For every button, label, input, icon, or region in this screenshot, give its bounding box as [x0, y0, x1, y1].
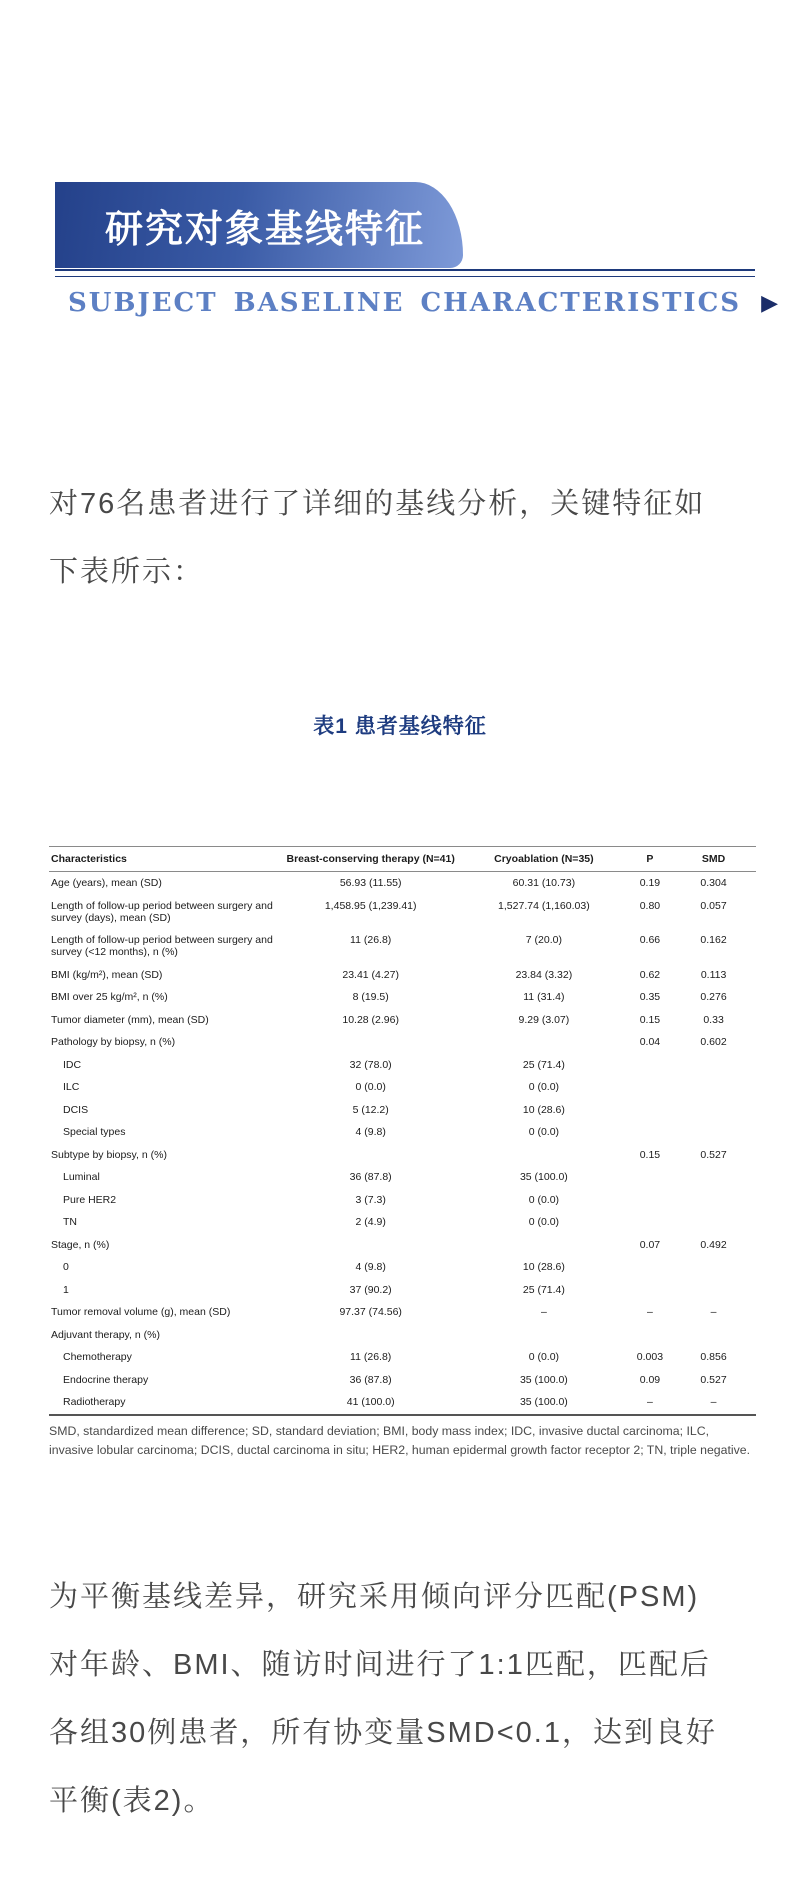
bct-value-cell: 11 (26.8) — [350, 1351, 392, 1363]
smd-value-cell: 0.162 — [700, 934, 727, 946]
baseline-table-body — [49, 872, 756, 1415]
row-label-cell: Tumor diameter (mm), mean (SD) — [51, 1013, 209, 1026]
table-row — [49, 1234, 756, 1257]
bct-value-cell: 36 (87.8) — [349, 1373, 392, 1386]
row-label-cell: Length of follow-up period between surgery and survey (<12 months), n (%) — [51, 934, 273, 958]
table-row — [49, 1211, 756, 1234]
table-row — [49, 986, 756, 1009]
p-value-cell: 0.15 — [639, 1013, 661, 1026]
p-value-cell: 0.09 — [639, 1373, 661, 1386]
cryoablation-value-cell — [459, 1324, 629, 1347]
paragraph-line: 对76名患者进行了详细的基线分析，关键特征如 — [49, 488, 706, 520]
table-row — [49, 1189, 756, 1212]
column-header-p: P — [629, 847, 671, 872]
column-header-characteristics: Characteristics — [49, 847, 282, 872]
bct-value-cell: 4 (9.8) — [355, 1261, 386, 1273]
bct-value-cell: 4 (9.8) — [355, 1126, 386, 1138]
smd-value-cell: 0.276 — [700, 991, 727, 1003]
bct-value-cell: 8 (19.5) — [352, 991, 389, 1003]
smd-value-cell: 0.602 — [700, 1036, 727, 1048]
smd-value-cell — [671, 1166, 756, 1189]
table-row — [49, 1301, 756, 1324]
intro-paragraph — [49, 470, 764, 606]
cryoablation-value-cell: 0 (0.0) — [528, 1351, 560, 1363]
column-header-cryoablation: Cryoablation (N=35) — [459, 847, 629, 872]
smd-value-cell: – — [710, 1306, 717, 1318]
p-value-cell: – — [647, 1396, 653, 1408]
cryoablation-value-cell: 35 (100.0) — [519, 1171, 568, 1183]
bct-value-cell: 56.93 (11.55) — [339, 877, 402, 889]
table-row — [49, 1256, 756, 1279]
p-value-cell: 0.35 — [639, 991, 661, 1003]
row-label-cell: Length of follow-up period between surgery and survey (days), mean (SD) — [51, 899, 273, 924]
table-header-row — [49, 847, 756, 872]
smd-value-cell — [671, 1076, 756, 1099]
cryoablation-value-cell: 10 (28.6) — [522, 1103, 565, 1116]
row-label-cell: BMI over 25 kg/m², n (%) — [51, 991, 168, 1003]
bct-value-cell: 0 (0.0) — [355, 1081, 386, 1093]
cryoablation-value-cell: 35 (100.0) — [519, 1396, 568, 1408]
bct-value-cell — [282, 1324, 459, 1347]
section-subtitle-text: SUBJECT BASELINE CHARACTERISTICS — [68, 288, 742, 318]
p-value-cell: – — [647, 1306, 653, 1318]
cryoablation-value-cell: 23.84 (3.32) — [515, 968, 573, 981]
row-label-cell: TN — [63, 1216, 77, 1228]
cryoablation-value-cell: 0 (0.0) — [528, 1193, 560, 1206]
row-label-cell: ILC — [63, 1081, 80, 1093]
row-label-cell: Age (years), mean (SD) — [51, 877, 162, 889]
smd-value-cell — [671, 1099, 756, 1122]
bct-value-cell: 23.41 (4.27) — [342, 968, 399, 981]
cryoablation-value-cell: 0 (0.0) — [528, 1126, 560, 1138]
p-value-cell: 0.04 — [639, 1036, 661, 1048]
cryoablation-value-cell — [459, 1144, 629, 1167]
bct-value-cell: 11 (26.8) — [350, 934, 392, 946]
bct-value-cell — [282, 1234, 459, 1257]
p-value-cell — [629, 1076, 671, 1099]
smd-value-cell — [671, 1211, 756, 1234]
table-row — [49, 1099, 756, 1122]
bct-value-cell: 36 (87.8) — [349, 1171, 392, 1183]
row-label-cell: Pathology by biopsy, n (%) — [51, 1036, 176, 1048]
smd-value-cell — [671, 1121, 756, 1144]
section-title-cn: 研究对象基线特征 — [105, 205, 426, 251]
paragraph-line: 下表所示： — [49, 556, 205, 588]
paragraph-line: 为平衡基线差异，研究采用倾向评分匹配(PSM) — [49, 1581, 700, 1613]
baseline-table-container — [49, 846, 756, 1460]
row-label-cell: Endocrine therapy — [63, 1373, 149, 1386]
cryoablation-value-cell: – — [540, 1306, 547, 1318]
row-label-cell: Chemotherapy — [63, 1351, 132, 1363]
table-row — [49, 895, 756, 930]
paragraph-line: 各组30例患者，所有协变量SMD<0.1，达到良好 — [49, 1717, 717, 1749]
smd-value-cell: 0.492 — [700, 1238, 727, 1251]
table-row — [49, 1369, 756, 1392]
bct-value-cell: 32 (78.0) — [349, 1058, 392, 1071]
bct-value-cell — [282, 1144, 459, 1167]
p-value-cell — [629, 1189, 671, 1212]
table-caption: 表1 患者基线特征 — [313, 715, 487, 738]
cryoablation-value-cell — [459, 1234, 629, 1257]
table-row — [49, 872, 756, 895]
cryoablation-value-cell: 25 (71.4) — [522, 1058, 565, 1071]
smd-value-cell: 0.33 — [703, 1013, 724, 1026]
table-row — [49, 1054, 756, 1077]
table-row — [49, 964, 756, 987]
baseline-table — [49, 846, 756, 1416]
row-label-cell: 1 — [63, 1283, 69, 1296]
smd-value-cell: 0.856 — [700, 1351, 727, 1363]
bct-value-cell: 37 (90.2) — [349, 1283, 392, 1296]
column-header-bct: Breast-conserving therapy (N=41) — [282, 847, 459, 872]
table-row — [49, 1144, 756, 1167]
row-label-cell: Special types — [63, 1126, 126, 1138]
smd-value-cell: 0.527 — [700, 1148, 727, 1161]
p-value-cell — [629, 1054, 671, 1077]
cryoablation-value-cell: 35 (100.0) — [519, 1373, 568, 1386]
table-row — [49, 1166, 756, 1189]
p-value-cell: 0.80 — [639, 899, 661, 912]
row-label-cell: Radiotherapy — [63, 1396, 126, 1408]
p-value-cell — [629, 1256, 671, 1279]
paragraph-line: 对年龄、BMI、随访时间进行了1:1匹配，匹配后 — [49, 1649, 711, 1681]
closing-paragraph — [49, 1563, 764, 1835]
p-value-cell — [629, 1121, 671, 1144]
p-value-cell — [629, 1324, 671, 1347]
row-label-cell: Pure HER2 — [63, 1193, 117, 1206]
p-value-cell: 0.003 — [636, 1351, 664, 1363]
cryoablation-value-cell: 1,527.74 (1,160.03) — [498, 899, 590, 912]
bct-value-cell: 3 (7.3) — [355, 1193, 386, 1206]
cryoablation-value-cell — [459, 1031, 629, 1054]
smd-value-cell: 0.057 — [700, 899, 727, 912]
smd-value-cell: 0.304 — [700, 877, 727, 889]
cryoablation-value-cell: 0 (0.0) — [528, 1216, 560, 1228]
cryoablation-value-cell: 10 (28.6) — [522, 1261, 565, 1273]
smd-value-cell: 0.113 — [700, 968, 727, 981]
section-header-banner — [55, 182, 463, 268]
smd-value-cell: 0.527 — [700, 1373, 727, 1386]
p-value-cell: 0.19 — [639, 877, 661, 889]
bct-value-cell: 97.37 (74.56) — [339, 1306, 402, 1318]
divider-thick — [55, 269, 755, 271]
row-label-cell: Luminal — [63, 1171, 100, 1183]
table-row — [49, 1324, 756, 1347]
smd-value-cell — [671, 1324, 756, 1347]
table-row — [49, 1076, 756, 1099]
row-label-cell: Subtype by biopsy, n (%) — [51, 1148, 167, 1161]
p-value-cell: 0.15 — [639, 1148, 661, 1161]
p-value-cell: 0.07 — [639, 1238, 661, 1251]
table-row — [49, 1009, 756, 1032]
divider-thin — [55, 276, 755, 277]
cryoablation-value-cell: 0 (0.0) — [528, 1081, 560, 1093]
table-row — [49, 1121, 756, 1144]
p-value-cell: 0.62 — [639, 968, 661, 981]
smd-value-cell: – — [710, 1396, 717, 1408]
paragraph-line: 平衡(表2)。 — [49, 1785, 215, 1817]
cryoablation-value-cell: 9.29 (3.07) — [518, 1013, 570, 1026]
smd-value-cell — [671, 1256, 756, 1279]
row-label-cell: DCIS — [63, 1103, 89, 1116]
cryoablation-value-cell: 60.31 (10.73) — [512, 877, 576, 889]
bct-value-cell: 2 (4.9) — [355, 1216, 386, 1228]
cryoablation-value-cell: 7 (20.0) — [525, 934, 562, 946]
cryoablation-value-cell: 25 (71.4) — [522, 1283, 565, 1296]
table-row — [49, 1346, 756, 1369]
table-row — [49, 1391, 756, 1415]
p-value-cell — [629, 1166, 671, 1189]
table-row — [49, 1279, 756, 1302]
p-value-cell: 0.66 — [639, 934, 661, 946]
table-row — [49, 1031, 756, 1054]
p-value-cell — [629, 1279, 671, 1302]
row-label-cell: BMI (kg/m²), mean (SD) — [51, 968, 163, 981]
cryoablation-value-cell: 11 (31.4) — [523, 991, 565, 1003]
p-value-cell — [629, 1211, 671, 1234]
row-label-cell: Stage, n (%) — [51, 1238, 110, 1251]
bct-value-cell — [282, 1031, 459, 1054]
table-row — [49, 929, 756, 964]
smd-value-cell — [671, 1279, 756, 1302]
bct-value-cell: 41 (100.0) — [346, 1396, 395, 1408]
smd-value-cell — [671, 1189, 756, 1212]
bct-value-cell: 10.28 (2.96) — [342, 1013, 399, 1026]
smd-value-cell — [671, 1054, 756, 1077]
row-label-cell: Tumor removal volume (g), mean (SD) — [51, 1306, 231, 1318]
bct-value-cell: 5 (12.2) — [352, 1103, 389, 1116]
column-header-smd: SMD — [671, 847, 756, 872]
row-label-cell: 0 — [63, 1261, 69, 1273]
row-label-cell: Adjuvant therapy, n (%) — [51, 1328, 160, 1341]
section-subtitle — [68, 288, 778, 318]
bct-value-cell: 1,458.95 (1,239.41) — [324, 899, 417, 912]
play-triangle-icon: ▶ — [761, 290, 778, 315]
row-label-cell: IDC — [63, 1058, 82, 1071]
table-footnote: SMD, standardized mean difference; SD, standard deviation; BMI, body mass index; IDC, invasive ductal carcinoma; ILC, invasive lobular carcinoma; DCIS, ductal carcinoma in situ; HER2, human epidermal growth factor receptor 2; TN, triple negative. — [49, 1423, 751, 1457]
p-value-cell — [629, 1099, 671, 1122]
